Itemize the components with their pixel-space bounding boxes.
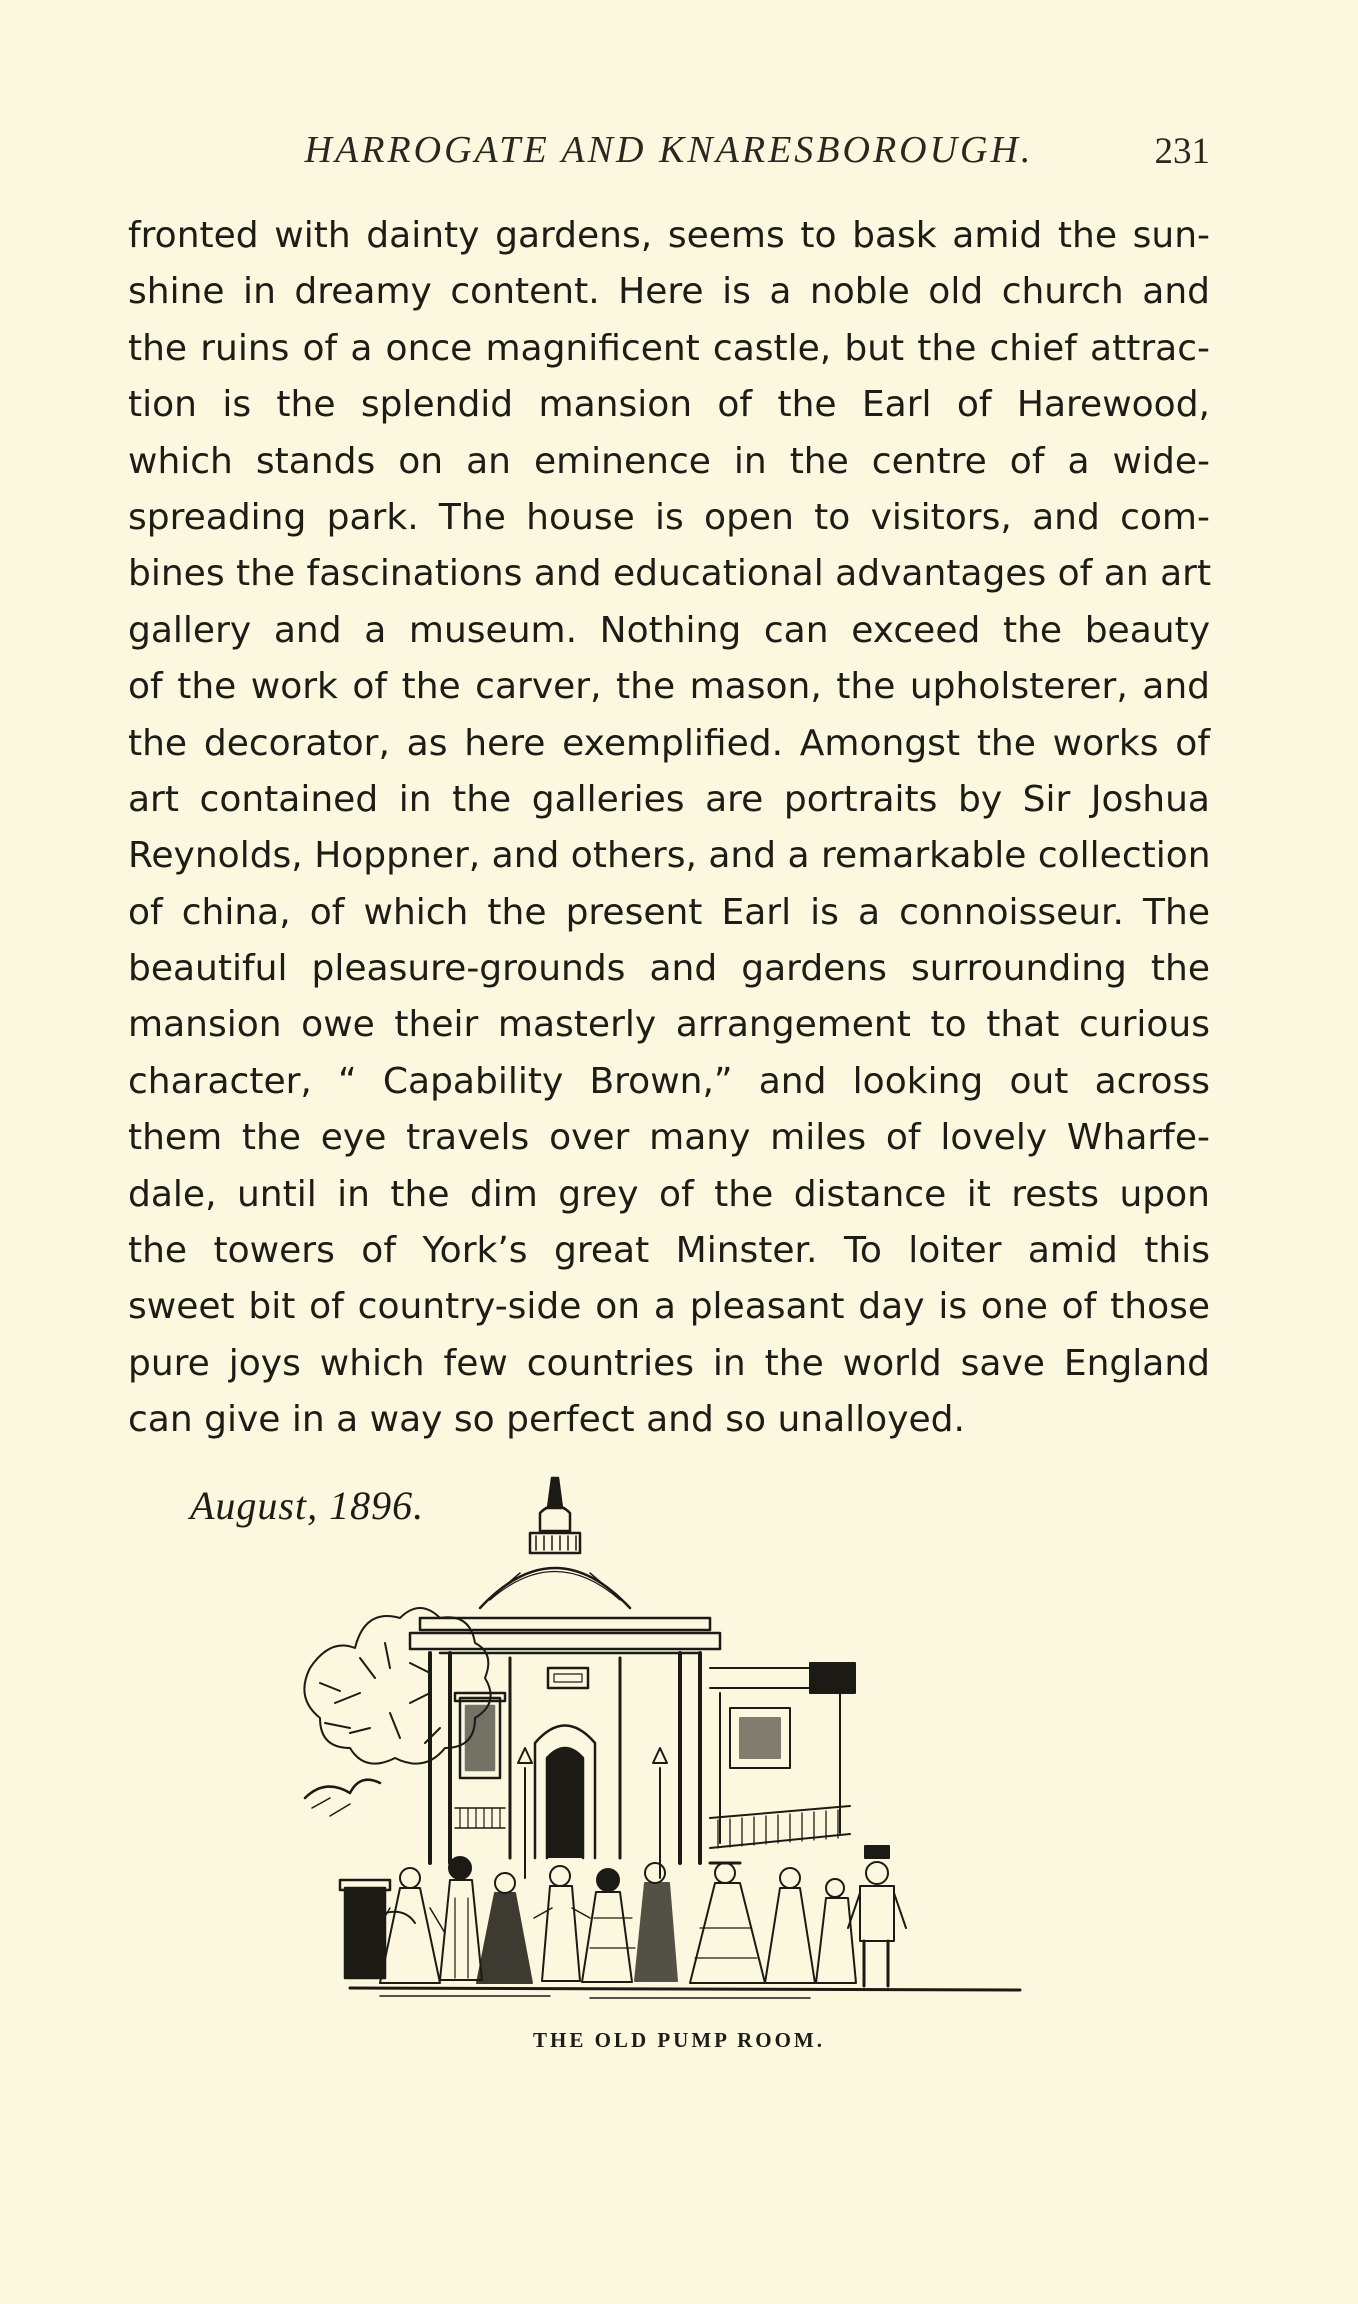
text-line: art contained in the galleries are portraits by Sir Joshua (128, 778, 1210, 820)
text-line: them the eye travels over many miles of lovely Wharfe- (128, 1117, 1210, 1159)
running-head (128, 128, 1210, 188)
figures (375, 1846, 906, 1986)
text-line: beautiful pleasure-grounds and gardens surrounding the (128, 948, 1210, 990)
right-wing (710, 1663, 855, 1848)
text-line: character, “ Capability Brown,” and looking out across (128, 1060, 1210, 1102)
running-title: HARROGATE AND KNARESBOROUGH. (304, 129, 1034, 171)
text-line: gallery and a museum. Nothing can exceed the beauty (128, 609, 1210, 651)
text-line: can give in a way so perfect and so unalloyed. (128, 1399, 965, 1441)
text-line: of the work of the carver, the mason, the upholsterer, and (128, 666, 1210, 708)
text-line: the ruins of a once magnificent castle, but the chief attrac- (128, 327, 1210, 369)
body-text (128, 208, 1210, 1449)
text-line: tion is the splendid mansion of the Earl of Harewood, (128, 384, 1210, 426)
text-line: shine in dreamy content. Here is a noble old church and (128, 271, 1210, 313)
text-line: mansion owe their masterly arrangement to that curious (128, 1004, 1210, 1046)
tree-foliage (304, 1608, 490, 1816)
page-number: 231 (1154, 131, 1210, 172)
text-line: pure joys which few countries in the world save England (128, 1342, 1210, 1384)
text-line: sweet bit of country-side on a pleasant day is one of those (128, 1286, 1210, 1328)
text-line: the towers of York’s great Minster. To loiter amid this (128, 1230, 1210, 1272)
text-line: the decorator, as here exemplified. Amongst the works of (128, 722, 1210, 764)
pump-room-building (410, 1618, 720, 1863)
dome (480, 1478, 630, 1608)
dateline: August, 1896. (190, 1483, 425, 1528)
text-line: dale, until in the dim grey of the distance it rests upon (128, 1173, 1210, 1215)
text-line: Reynolds, Hoppner, and others, and a remarkable collection (128, 835, 1211, 877)
text-line: which stands on an eminence in the centre of a wide- (128, 440, 1210, 482)
lamp-posts (518, 1748, 667, 1878)
pump-room-illustration (290, 1468, 1050, 2008)
text-line: of china, of which the present Earl is a connoisseur. The (128, 891, 1210, 933)
text-line: bines the fascinations and educational advantages of an art (128, 553, 1212, 595)
illustration-caption: THE OLD PUMP ROOM. (533, 2028, 825, 2052)
text-line: fronted with dainty gardens, seems to bask amid the sun- (128, 215, 1210, 256)
text-line: spreading park. The house is open to visitors, and com- (128, 496, 1210, 538)
